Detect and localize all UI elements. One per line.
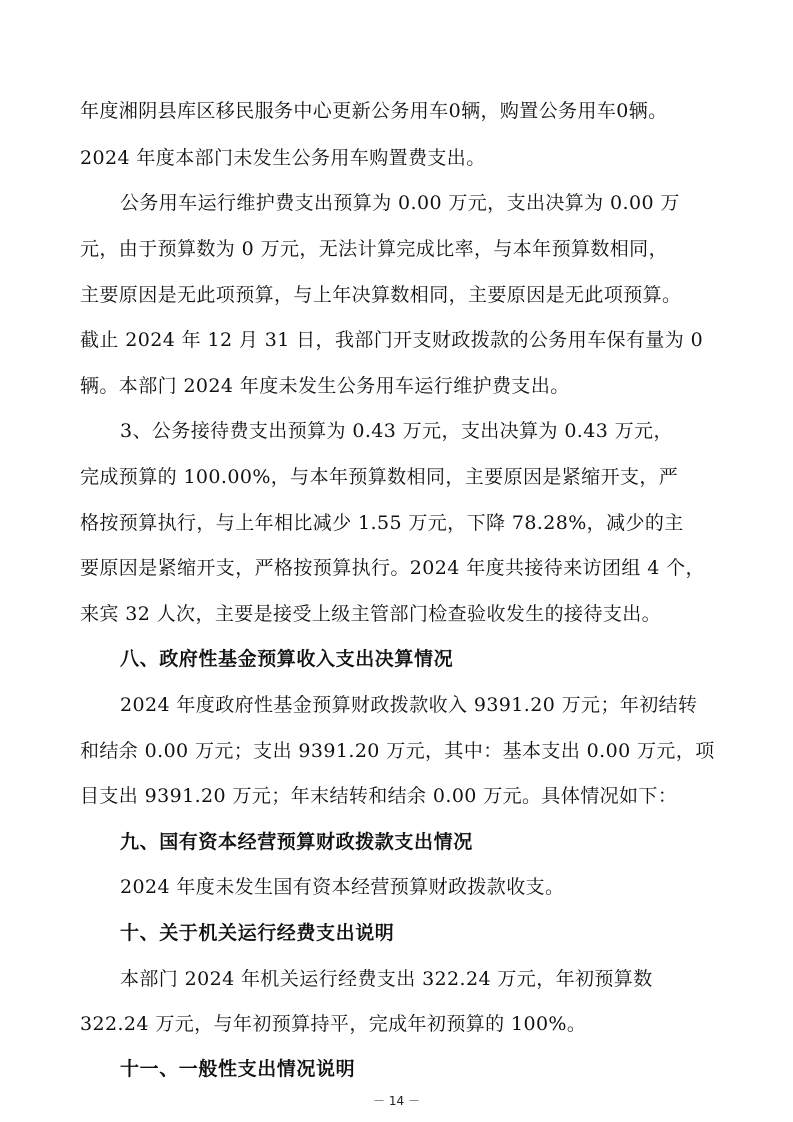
- body-text-line: 2024 年度本部门未发生公务用车购置费支出。: [80, 147, 486, 169]
- body-text-line: 完成预算的 100.00%，与本年预算数相同，主要原因是紧缩开支，严: [80, 466, 679, 488]
- paragraph-first-line: 2024 年度未发生国有资本经营预算财政拨款收支。: [120, 876, 565, 898]
- section-heading-8: 八、政府性基金预算收入支出决算情况: [120, 648, 454, 670]
- body-text-line: 目支出 9391.20 万元；年末结转和结余 0.00 万元。具体情况如下：: [80, 785, 678, 807]
- body-text-line: 322.24 万元，与年初预算持平，完成年初预算的 100%。: [80, 1013, 587, 1035]
- section-heading-11: 十一、一般性支出情况说明: [120, 1058, 356, 1080]
- body-text-line: 年度湘阴县库区移民服务中心更新公务用车0辆，购置公务用车0辆。: [80, 100, 668, 122]
- body-text-line: 要原因是紧缩开支，严格按预算执行。2024 年度共接待来访团组 4 个，: [80, 557, 705, 579]
- paragraph-first-line: 本部门 2024 年机关运行经费支出 322.24 万元，年初预算数: [120, 968, 653, 990]
- body-text-line: 来宾 32 人次，主要是接受上级主管部门检查验收发生的接待支出。: [80, 603, 662, 625]
- body-text-line: 截止 2024 年 12 月 31 日，我部门开支财政拨款的公务用车保有量为 0: [80, 329, 704, 351]
- body-text-line: 元，由于预算数为 0 万元，无法计算完成比率，与本年预算数相同，: [80, 238, 668, 260]
- body-text-line: 辆。本部门 2024 年度未发生公务用车运行维护费支出。: [80, 375, 570, 397]
- body-text-line: 格按预算执行，与上年相比减少 1.55 万元，下降 78.28%，减少的主: [80, 512, 684, 534]
- paragraph-first-line: 公务用车运行维护费支出预算为 0.00 万元，支出决算为 0.00 万: [120, 192, 680, 214]
- paragraph-first-line: 2024 年度政府性基金预算财政拨款收入 9391.20 万元；年初结转: [120, 694, 698, 716]
- paragraph-first-line: 3、公务接待费支出预算为 0.43 万元，支出决算为 0.43 万元，: [120, 420, 673, 442]
- body-text-line: 和结余 0.00 万元；支出 9391.20 万元，其中：基本支出 0.00 万元，项: [80, 740, 715, 762]
- section-heading-9: 九、国有资本经营预算财政拨款支出情况: [120, 831, 473, 853]
- section-heading-10: 十、关于机关运行经费支出说明: [120, 922, 395, 944]
- page-number: － 14 －: [373, 1094, 420, 1108]
- body-text-line: 主要原因是无此项预算，与上年决算数相同，主要原因是无此项预算。: [80, 284, 682, 306]
